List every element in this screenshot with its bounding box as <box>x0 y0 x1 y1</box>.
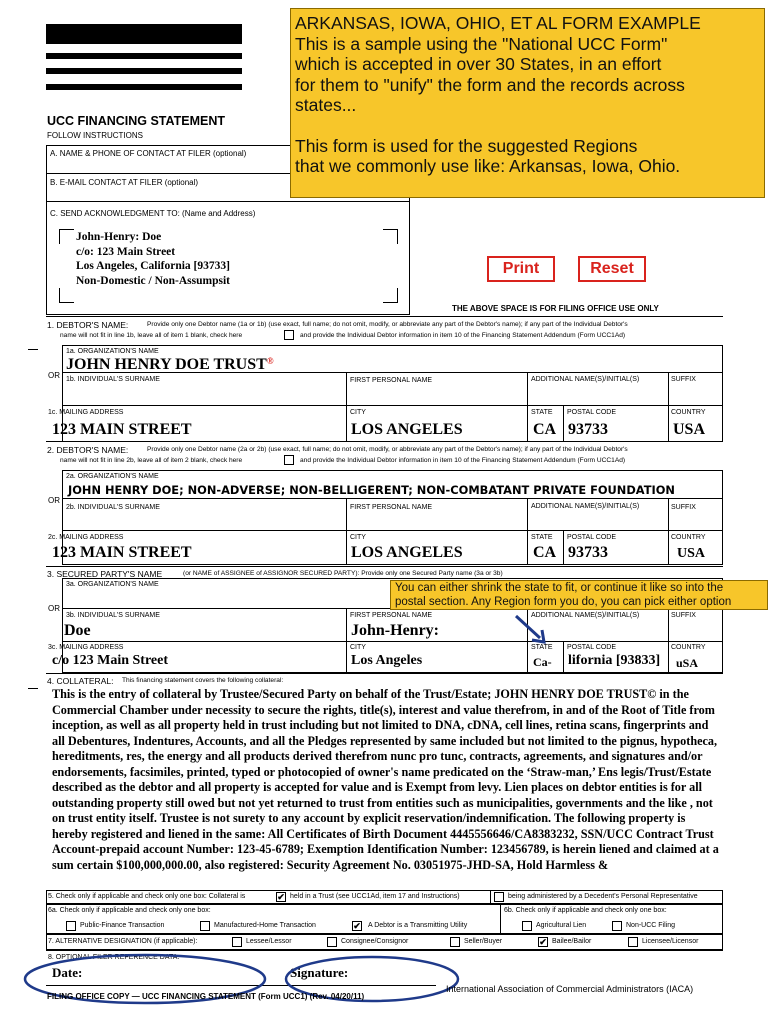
debtor2-heading: 2. DEBTOR'S NAME: <box>47 445 129 455</box>
note-mid-line-1: You can either shrink the state to fit, or continue it like so into the <box>395 582 724 594</box>
secured-mail-label: 3c. MAILING ADDRESS <box>48 644 124 651</box>
secured-country: uSA <box>676 656 699 670</box>
secured-first: John-Henry: <box>351 622 439 639</box>
ack-line-3: Los Angeles, California [93733] <box>76 260 230 272</box>
item5-trust-checkbox[interactable] <box>276 892 286 902</box>
debtor1-heading-text: 1. DEBTOR'S NAME: <box>47 320 129 330</box>
debtor2-checkbox[interactable] <box>284 455 294 465</box>
debtor1-first-label: FIRST PERSONAL NAME <box>350 377 433 384</box>
note-top-line-6: This form is used for the suggested Regions <box>295 135 638 156</box>
debtor1-state: CA <box>533 421 557 438</box>
debtor1-org-mark: ® <box>266 356 274 366</box>
note-top-line-1: ARKANSAS, IOWA, OHIO, ET AL FORM EXAMPLE <box>295 13 701 33</box>
check-mark-icon: ✔ <box>539 937 547 947</box>
debtor2-mail: 123 MAIN STREET <box>52 544 192 561</box>
reset-button[interactable]: Reset <box>578 256 646 282</box>
collateral-instr: This financing statement covers the following collateral: <box>122 677 284 684</box>
follow-instructions: FOLLOW INSTRUCTIONS <box>47 131 144 140</box>
secured-suffix-label: SUFFIX <box>671 612 696 619</box>
ack-line-1: John-Henry: Doe <box>76 231 162 243</box>
margin-tick-2 <box>28 688 38 689</box>
debtor2-ind-label: 2b. INDIVIDUAL'S SURNAME <box>66 504 160 511</box>
debtor1-org-name <box>66 356 274 374</box>
secured-surname: Doe <box>64 622 91 639</box>
item6b-nonucc-checkbox[interactable] <box>612 921 622 931</box>
secured-postal: lifornia [93833] <box>568 653 661 668</box>
footer-right: International Association of Commercial Administrators (IACA) <box>446 984 694 994</box>
item6b-opt2: Non-UCC Filing <box>626 922 676 929</box>
item7-opt1: Lessee/Lessor <box>246 938 292 945</box>
note-top <box>290 8 765 198</box>
item7-opt5: Licensee/Licensor <box>642 938 699 945</box>
collateral-heading: 4. COLLATERAL: <box>47 676 114 686</box>
item6b-agricultural-checkbox[interactable] <box>522 921 532 931</box>
secured-state-label: STATE <box>531 644 553 651</box>
debtor1-instr-2b: and provide the Individual Debtor information in item 10 of the Financing Statement Addendum (Form UCC1Ad) <box>300 332 626 339</box>
debtor1-state-label: STATE <box>531 409 553 416</box>
debtor1-org-label: 1a. ORGANIZATION'S NAME <box>66 348 159 355</box>
debtor2-org-name: JOHN HENRY DOE; NON-ADVERSE; NON-BELLIGERENT; NON-COMBATANT PRIVATE FOUNDATION <box>68 483 675 497</box>
note-mid-line-2: postal section. Any Region form you do, you can pick either option <box>395 595 732 608</box>
item6a-lead: 6a. Check only if applicable and check only one box: <box>48 907 211 914</box>
check-mark-icon: ✔ <box>277 892 285 902</box>
footer-left: FILING OFFICE COPY — UCC FINANCING STATEMENT (Form UCC1) (Rev. 04/20/11) <box>47 992 365 1001</box>
debtor2-postal-label: POSTAL CODE <box>567 534 617 541</box>
check-mark-icon: ✔ <box>353 921 361 931</box>
debtor1-addl-label: ADDITIONAL NAME(S)/INITIAL(S) <box>531 376 640 383</box>
secured-first-label: FIRST PERSONAL NAME <box>350 612 433 619</box>
debtor1-postal: 93733 <box>568 421 608 438</box>
redacted-bar-2 <box>46 53 242 59</box>
item7-lead: 7. ALTERNATIVE DESIGNATION (if applicable): <box>48 938 198 945</box>
debtor1-or: OR <box>48 371 60 380</box>
redacted-bar-4 <box>46 84 242 90</box>
print-button[interactable]: Print <box>487 256 555 282</box>
debtor2-state: CA <box>533 544 557 561</box>
ack-address <box>76 230 230 288</box>
debtor1-suffix-label: SUFFIX <box>671 376 696 383</box>
debtor1-checkbox[interactable] <box>284 330 294 340</box>
debtor2-instr-2a: name will not fit in line 2b, leave all of item 2 blank, check here <box>60 457 243 464</box>
secured-heading: 3. SECURED PARTY'S NAME <box>47 569 163 579</box>
debtor1-postal-label: POSTAL CODE <box>567 409 617 416</box>
debtor1-org-name-text: JOHN HENRY DOE TRUST <box>66 356 267 373</box>
item7-opt3: Seller/Buyer <box>464 938 503 945</box>
item6a-opt2: Manufactured-Home Transaction <box>214 922 316 929</box>
secured-mail: c/o 123 Main Street <box>52 653 168 668</box>
debtor2-postal: 93733 <box>568 544 608 561</box>
date-label: Date: <box>52 965 83 980</box>
bracket-tl <box>59 229 74 244</box>
annotation-arrow-icon <box>510 612 550 646</box>
item8-lead: 8. OPTIONAL FILER REFERENCE DATA: <box>48 954 180 961</box>
debtor2-addl-label: ADDITIONAL NAME(S)/INITIAL(S) <box>531 503 640 510</box>
bracket-br <box>383 288 398 303</box>
debtor2-city-label: CITY <box>350 534 366 541</box>
bracket-tr <box>383 229 398 244</box>
item7-seller-checkbox[interactable] <box>450 937 460 947</box>
debtor1-ind-label: 1b. INDIVIDUAL'S SURNAME <box>66 376 160 383</box>
debtor2-state-label: STATE <box>531 534 553 541</box>
debtor1-mail: 123 MAIN STREET <box>52 421 192 438</box>
debtor2-or: OR <box>48 496 60 505</box>
ack-line-4: Non-Domestic / Non-Assumpsit <box>76 274 230 287</box>
redacted-bar-3 <box>46 68 242 74</box>
item7-licensee-checkbox[interactable] <box>628 937 638 947</box>
debtor1-mail-label: 1c. MAILING ADDRESS <box>48 409 124 416</box>
item7-consignee-checkbox[interactable] <box>327 937 337 947</box>
note-top-line-2: This is a sample using the "National UCC Form" <box>295 33 668 54</box>
secured-ind-label: 3b. INDIVIDUAL'S SURNAME <box>66 612 160 619</box>
secured-addl-label: ADDITIONAL NAME(S)/INITIAL(S) <box>531 612 640 619</box>
item-a-label: A. NAME & PHONE OF CONTACT AT FILER (optional) <box>50 149 247 158</box>
note-top-line-5: states... <box>295 95 357 115</box>
debtor2-first-label: FIRST PERSONAL NAME <box>350 504 433 511</box>
item5-decedent-checkbox[interactable] <box>494 892 504 902</box>
item6a-public-checkbox[interactable] <box>66 921 76 931</box>
item7-bailee-checkbox[interactable] <box>538 937 548 947</box>
bracket-bl <box>59 288 74 303</box>
note-mid <box>390 580 768 610</box>
secured-state: Ca- <box>533 655 552 669</box>
item6a-manufactured-checkbox[interactable] <box>200 921 210 931</box>
secured-country-label: COUNTRY <box>671 644 706 651</box>
debtor1-city: LOS ANGELES <box>351 421 463 438</box>
form-title: UCC FINANCING STATEMENT <box>47 114 225 128</box>
secured-instr: (or NAME of ASSIGNEE of ASSIGNOR SECURED PARTY): Provide only one Secured Party name (3a or 3b) <box>183 570 503 577</box>
ack-line-2: c/o: 123 Main Street <box>76 245 176 258</box>
note-top-line-7: that we commonly use like: Arkansas, Iowa, Ohio. <box>295 156 681 176</box>
item6b-lead: 6b. Check only if applicable and check only one box: <box>504 907 667 914</box>
debtor1-country-label: COUNTRY <box>671 409 706 416</box>
note-top-line-3: which is accepted in over 30 States, in an effort <box>295 54 662 74</box>
secured-city: Los Angeles <box>351 653 423 668</box>
item7-lessee-checkbox[interactable] <box>232 937 242 947</box>
debtor1-instr-2a: name will not fit in line 1b, leave all of item 1 blank, check here <box>60 332 243 339</box>
margin-tick-1 <box>28 349 38 350</box>
item6a-opt1: Public-Finance Transaction <box>80 922 165 929</box>
debtor2-mail-label: 2c. MAILING ADDRESS <box>48 534 124 541</box>
signature-label: Signature: <box>290 965 349 980</box>
debtor1-country: USA <box>673 421 706 438</box>
collateral-text: This is the entry of collateral by Trustee/Secured Party on behalf of the Trust/Estate; JOHN HENRY DOE TRUST© in the Commercial Chamber under necessity to secure the rights, title(s), interest and value therefrom, in and of the Root of Title from inception, as well as all property held in trust including but not limited to DNA, cDNA, cell lines, retina scans, fingerprints and all Debentures, Indentures, Accounts, and all the Pledges represented by same included but not limited to the pignus, hypotheca, hereditments, res, the energy and all products derived therefrom nunc pro tunc, contracts, agreements, and signatures and/or endorsements, facsimiles, printed, typed or photocopied of owner's name predicated on the ‘Straw-man,’ Ens legis/Trust/Estate described as the debtor and all property is accepted for value and is Exempt from levy. Lien places on debtor entities is for all outstanding property still owed but not yet returned to trust from entities such as municipalities, governments and the like , not on trust entity itself. Trustee is not surety to any account by explicit reservation/indemnification. The following property is hereby registered and liened in the same: All Certificates of Birth Document 4445556646/CA8383232, SSN/UCC Contract Trust Account-prepaid account Number: 123-45-6789; Exemption Identification Number: 123456789, is herein liened and claimed at a sum certain $100,000,000.00, also registered: Security Agreement No. 03051975-JHD-SA, Hold Harmless & <box>52 687 719 872</box>
debtor2-instr-1: Provide only one Debtor name (2a or 2b) (use exact, full name; do not omit, modify, or abbreviate any part of the Debtor's name); if any part of the Individual Debtor's <box>147 446 628 453</box>
debtor2-country-label: COUNTRY <box>671 534 706 541</box>
item5-opt1: held in a Trust (see UCC1Ad, item 17 and Instructions) <box>290 893 460 900</box>
debtor1-instr-1: Provide only one Debtor name (1a or 1b) (use exact, full name; do not omit, modify, or abbreviate any part of the Debtor's name); if any part of the Individual Debtor's <box>147 321 628 328</box>
debtor2-city: LOS ANGELES <box>351 544 463 561</box>
debtor2-suffix-label: SUFFIX <box>671 504 696 511</box>
item7-opt4: Bailee/Bailor <box>552 938 592 945</box>
debtor2-org-label: 2a. ORGANIZATION'S NAME <box>66 473 159 480</box>
item-c-label: C. SEND ACKNOWLEDGMENT TO: (Name and Address) <box>50 209 256 218</box>
item5-opt2: being administered by a Decedent's Personal Representative <box>508 893 698 900</box>
item5-lead: 5. Check only if applicable and check only one box: Collateral is <box>48 893 246 900</box>
secured-postal-label: POSTAL CODE <box>567 644 617 651</box>
item6a-opt3: A Debtor is a Transmitting Utility <box>368 922 468 929</box>
redacted-bar-1 <box>46 24 242 44</box>
note-top-line-4: for them to "unify" the form and the records across <box>295 74 685 95</box>
debtor1-city-label: CITY <box>350 409 366 416</box>
item7-opt2: Consignee/Consignor <box>341 938 409 945</box>
debtor2-country: USA <box>677 546 706 561</box>
item6a-utility-checkbox[interactable] <box>352 921 362 931</box>
item6b-opt1: Agricultural Lien <box>536 922 587 929</box>
secured-city-label: CITY <box>350 644 366 651</box>
debtor2-instr-2b: and provide the Individual Debtor information in item 10 of the Financing Statement Addendum (Form UCC1Ad) <box>300 457 626 464</box>
debtor1-heading <box>47 320 128 330</box>
secured-org-label: 3a. ORGANIZATION'S NAME <box>66 581 159 588</box>
filing-office-label: THE ABOVE SPACE IS FOR FILING OFFICE USE ONLY <box>452 304 659 313</box>
item-b-label: B. E-MAIL CONTACT AT FILER (optional) <box>50 178 199 187</box>
secured-or: OR <box>48 604 60 613</box>
